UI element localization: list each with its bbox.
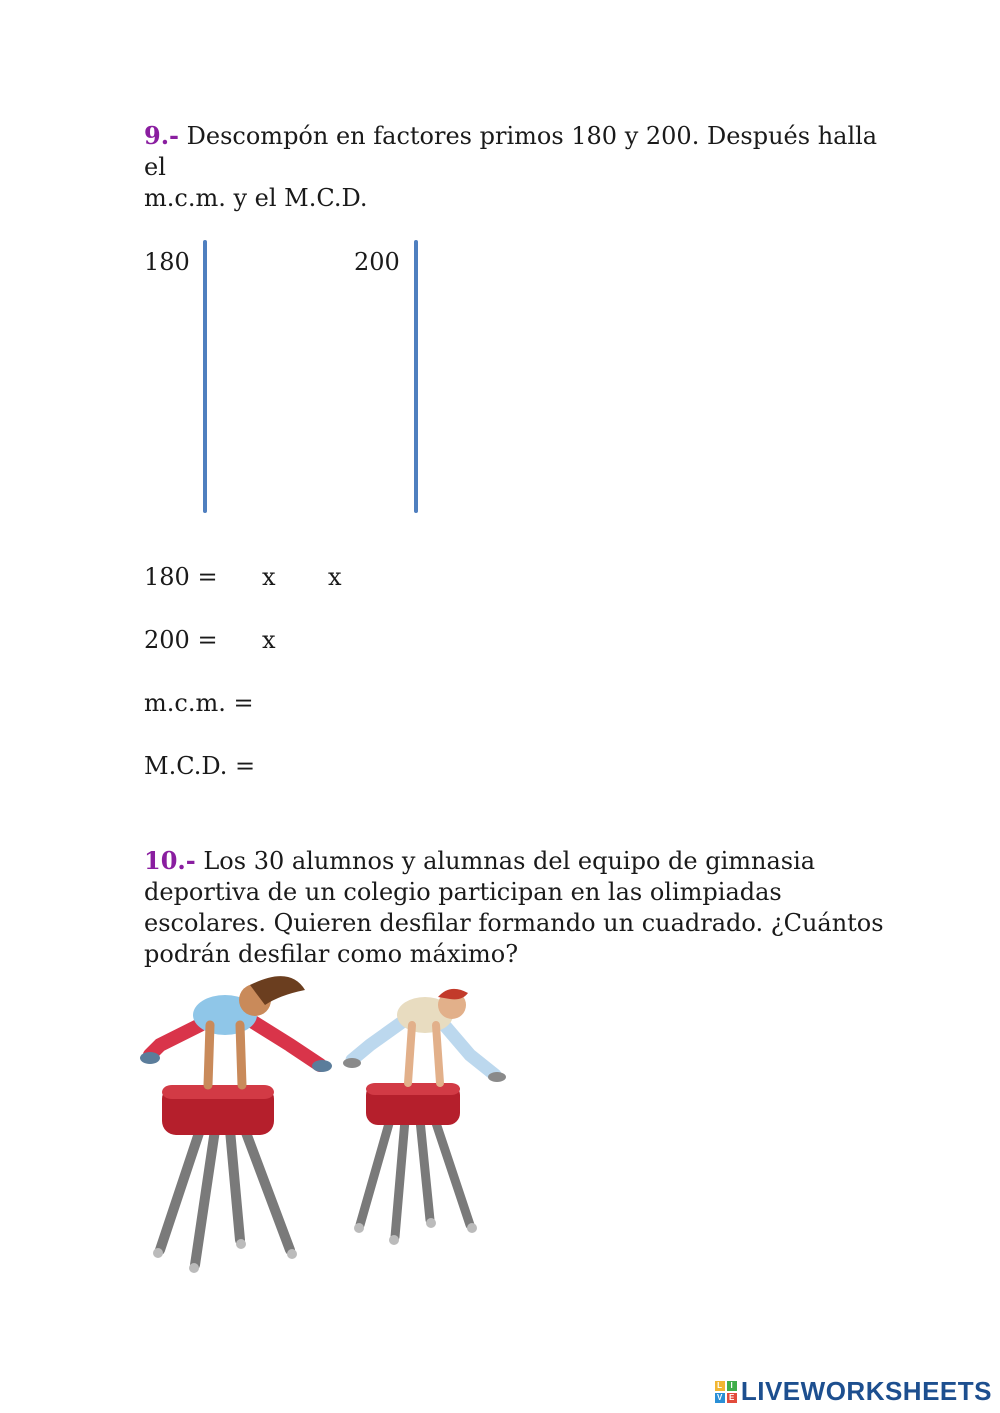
question-9 xyxy=(144,120,884,214)
division-200-line xyxy=(414,240,418,513)
logo-cell-e: E xyxy=(727,1393,737,1403)
mcm-label: m.c.m. = xyxy=(144,689,254,717)
question-10-line1 xyxy=(144,845,884,877)
mcd-label: M.C.D. = xyxy=(144,752,256,780)
question-9-text-line2: m.c.m. y el M.C.D. xyxy=(144,184,368,212)
question-9-line1 xyxy=(144,120,884,183)
division-180-number: 180 xyxy=(144,248,190,276)
logo-cell-i: I xyxy=(727,1381,737,1391)
result-180-label: 180 = xyxy=(144,563,218,591)
question-10-text-line4: podrán desfilar como máximo? xyxy=(144,940,519,968)
division-200-number: 200 xyxy=(354,248,400,276)
liveworksheets-logo xyxy=(715,1376,992,1407)
pommel-horse-right xyxy=(354,1083,477,1245)
result-200-x1: x xyxy=(262,626,276,654)
logo-mark xyxy=(715,1381,737,1403)
pommel-horse-left xyxy=(153,1085,297,1273)
result-180-x1: x xyxy=(262,563,276,591)
question-10-text-line2: deportiva de un colegio participan en las olimpiadas xyxy=(144,878,782,906)
logo-cell-l: L xyxy=(715,1381,725,1391)
question-10-text-line3: escolares. Quieren desfilar formando un cuadrado. ¿Cuántos xyxy=(144,909,884,937)
gymnast-boy xyxy=(343,989,506,1083)
gymnasts-illustration xyxy=(140,965,520,1280)
question-9-text-line1: Descompón en factores primos 180 y 200. Después halla el xyxy=(144,122,878,181)
result-180-x2: x xyxy=(328,563,342,591)
question-10 xyxy=(144,845,884,970)
question-9-number: 9.- xyxy=(144,121,180,150)
gymnast-girl xyxy=(140,976,332,1085)
question-10-text-line1: Los 30 alumnos y alumnas del equipo de gimnasia xyxy=(203,847,816,875)
division-180-line xyxy=(203,240,207,513)
logo-cell-v: V xyxy=(715,1393,725,1403)
question-10-number: 10.- xyxy=(144,846,196,875)
logo-text: LIVEWORKSHEETS xyxy=(740,1376,992,1406)
result-200-label: 200 = xyxy=(144,626,218,654)
